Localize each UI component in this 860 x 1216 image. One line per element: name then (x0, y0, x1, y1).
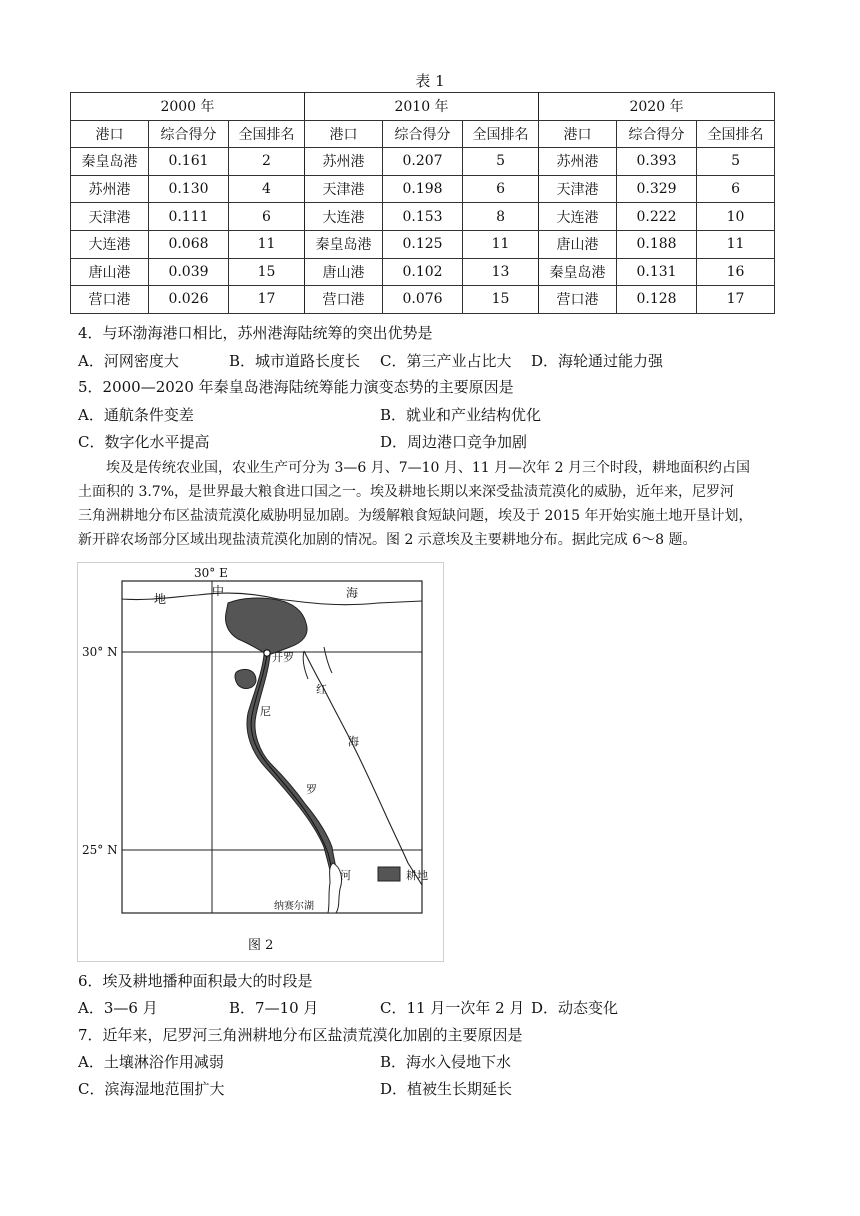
lon-label-30e: 30° E (194, 566, 228, 580)
col-header-port: 港口 (305, 120, 383, 148)
cell-rank: 11 (463, 230, 539, 258)
group-header-2000: 2000 年 (71, 93, 305, 121)
col-header-rank: 全国排名 (463, 120, 539, 148)
cell-score: 0.076 (383, 286, 463, 314)
cell-port: 天津港 (305, 175, 383, 203)
group-header-2010: 2010 年 (305, 93, 539, 121)
egypt-map-svg (78, 563, 443, 961)
cell-port: 秦皇岛港 (539, 258, 617, 286)
q5-option-c: C．数字化水平提高 (78, 433, 210, 451)
cell-rank: 10 (697, 203, 775, 231)
cell-port: 苏州港 (539, 148, 617, 176)
figure-caption: 图 2 (248, 938, 274, 953)
table-caption: 表 1 (415, 72, 445, 90)
col-header-rank: 全国排名 (229, 120, 305, 148)
cell-rank: 16 (697, 258, 775, 286)
cell-score: 0.102 (383, 258, 463, 286)
table-row (71, 148, 775, 176)
q6-option-d: D．动态变化 (531, 999, 619, 1017)
port-score-table (70, 92, 775, 314)
cell-score: 0.125 (383, 230, 463, 258)
cell-port: 苏州港 (305, 148, 383, 176)
q7-option-a: A．土壤淋浴作用减弱 (78, 1053, 224, 1071)
cell-port: 天津港 (71, 203, 149, 231)
cell-port: 营口港 (71, 286, 149, 314)
table-row (71, 230, 775, 258)
cell-rank: 17 (697, 286, 775, 314)
egypt-passage (78, 456, 778, 552)
label-hong: 红 (316, 683, 327, 696)
cell-rank: 5 (697, 148, 775, 176)
cell-score: 0.329 (617, 175, 697, 203)
passage-line-3: 三角洲耕地分布区盐渍荒漠化威胁明显加剧。为缓解粮食短缺问题，埃及于 2015 年开始实施土地开垦计划， (78, 508, 753, 524)
col-header-port: 港口 (71, 120, 149, 148)
cell-score: 0.198 (383, 175, 463, 203)
lat-label-25n: 25° N (82, 843, 118, 857)
question-5-stem: 5．2000—2020 年秦皇岛港海陆统筹能力演变态势的主要原因是 (78, 378, 514, 396)
col-header-score: 综合得分 (383, 120, 463, 148)
label-hai: 海 (346, 586, 359, 600)
group-header-2020: 2020 年 (539, 93, 775, 121)
cell-port: 苏州港 (71, 175, 149, 203)
cell-rank: 6 (229, 203, 305, 231)
cell-score: 0.393 (617, 148, 697, 176)
q4-option-c: C．第三产业占比大 (380, 352, 512, 370)
label-cairo: 开罗 (272, 651, 294, 664)
cell-score: 0.188 (617, 230, 697, 258)
table-group-header-row (71, 93, 775, 121)
cell-rank: 5 (463, 148, 539, 176)
cell-port: 唐山港 (305, 258, 383, 286)
cell-port: 大连港 (305, 203, 383, 231)
q5-option-b: B．就业和产业结构优化 (380, 406, 542, 424)
q6-option-a: A．3—6 月 (78, 999, 158, 1017)
cell-port: 营口港 (305, 286, 383, 314)
q4-option-b: B．城市道路长度长 (229, 352, 361, 370)
table-row (71, 286, 775, 314)
q7-option-c: C．滨海湿地范围扩大 (78, 1080, 225, 1098)
cell-port: 秦皇岛港 (305, 230, 383, 258)
cell-rank: 4 (229, 175, 305, 203)
cell-score: 0.039 (149, 258, 229, 286)
label-red-hai: 海 (348, 735, 359, 748)
cell-score: 0.130 (149, 175, 229, 203)
cell-score: 0.161 (149, 148, 229, 176)
label-lake-nasser: 纳赛尔湖 (274, 901, 314, 912)
q4-option-a: A．河网密度大 (78, 352, 179, 370)
legend-farmland-swatch (378, 867, 400, 881)
question-4-stem: 4．与环渤海港口相比，苏州港海陆统筹的突出优势是 (78, 324, 433, 342)
cell-port: 营口港 (539, 286, 617, 314)
q7-option-d: D．植被生长期延长 (380, 1080, 513, 1098)
cell-score: 0.207 (383, 148, 463, 176)
q5-option-a: A．通航条件变差 (78, 406, 194, 424)
cell-rank: 11 (229, 230, 305, 258)
cell-rank: 15 (229, 258, 305, 286)
legend-farmland-label: 耕地 (406, 869, 428, 882)
cell-score: 0.128 (617, 286, 697, 314)
table-row (71, 258, 775, 286)
label-luo: 罗 (306, 783, 317, 796)
q6-option-b: B．7—10 月 (229, 999, 319, 1017)
nile-delta-farmland (226, 598, 308, 655)
question-6-stem: 6．埃及耕地播种面积最大的时段是 (78, 972, 313, 990)
cell-score: 0.026 (149, 286, 229, 314)
cell-rank: 2 (229, 148, 305, 176)
gulf-of-aqaba (324, 647, 332, 673)
cairo-marker (264, 650, 270, 656)
passage-line-1: 埃及是传统农业国，农业生产可分为 3—6 月、7—10 月、11 月—次年 2 月三个时段，耕地面积约占国 (106, 460, 750, 476)
label-zhong: 中 (212, 584, 225, 598)
label-di: 地 (154, 592, 167, 606)
cell-port: 唐山港 (71, 258, 149, 286)
cell-rank: 6 (697, 175, 775, 203)
cell-rank: 17 (229, 286, 305, 314)
cell-rank: 8 (463, 203, 539, 231)
table-row (71, 203, 775, 231)
cell-port: 大连港 (71, 230, 149, 258)
q7-option-b: B．海水入侵地下水 (380, 1053, 512, 1071)
passage-line-4: 新开辟农场部分区域出现盐渍荒漠化加剧的情况。图 2 示意埃及主要耕地分布。据此完成 6～8 题。 (78, 532, 697, 548)
question-7-stem: 7．近年来，尼罗河三角洲耕地分布区盐渍荒漠化加剧的主要原因是 (78, 1026, 523, 1044)
cell-rank: 13 (463, 258, 539, 286)
col-header-score: 综合得分 (149, 120, 229, 148)
cell-rank: 6 (463, 175, 539, 203)
passage-line-2: 土面积的 3.7%，是世界最大粮食进口国之一。埃及耕地长期以来深受盐渍荒漠化的威胁，近年来，尼罗河 (78, 484, 735, 500)
col-header-rank: 全国排名 (697, 120, 775, 148)
label-he: 河 (340, 869, 351, 882)
lat-label-30n: 30° N (82, 645, 118, 659)
cell-score: 0.153 (383, 203, 463, 231)
cell-port: 天津港 (539, 175, 617, 203)
cell-port: 唐山港 (539, 230, 617, 258)
cell-port: 大连港 (539, 203, 617, 231)
q6-option-c: C．11 月一次年 2 月 (380, 999, 525, 1017)
cell-score: 0.068 (149, 230, 229, 258)
cell-score: 0.222 (617, 203, 697, 231)
table-row (71, 175, 775, 203)
cell-score: 0.111 (149, 203, 229, 231)
figure-2-map (77, 562, 444, 962)
cell-rank: 15 (463, 286, 539, 314)
q5-option-d: D．周边港口竞争加剧 (380, 433, 528, 451)
cell-rank: 11 (697, 230, 775, 258)
q4-option-d: D．海轮通过能力强 (531, 352, 664, 370)
table-column-header-row (71, 120, 775, 148)
col-header-score: 综合得分 (617, 120, 697, 148)
label-ni: 尼 (260, 705, 271, 718)
fayoum-farmland (235, 669, 256, 688)
col-header-port: 港口 (539, 120, 617, 148)
cell-score: 0.131 (617, 258, 697, 286)
cell-port: 秦皇岛港 (71, 148, 149, 176)
